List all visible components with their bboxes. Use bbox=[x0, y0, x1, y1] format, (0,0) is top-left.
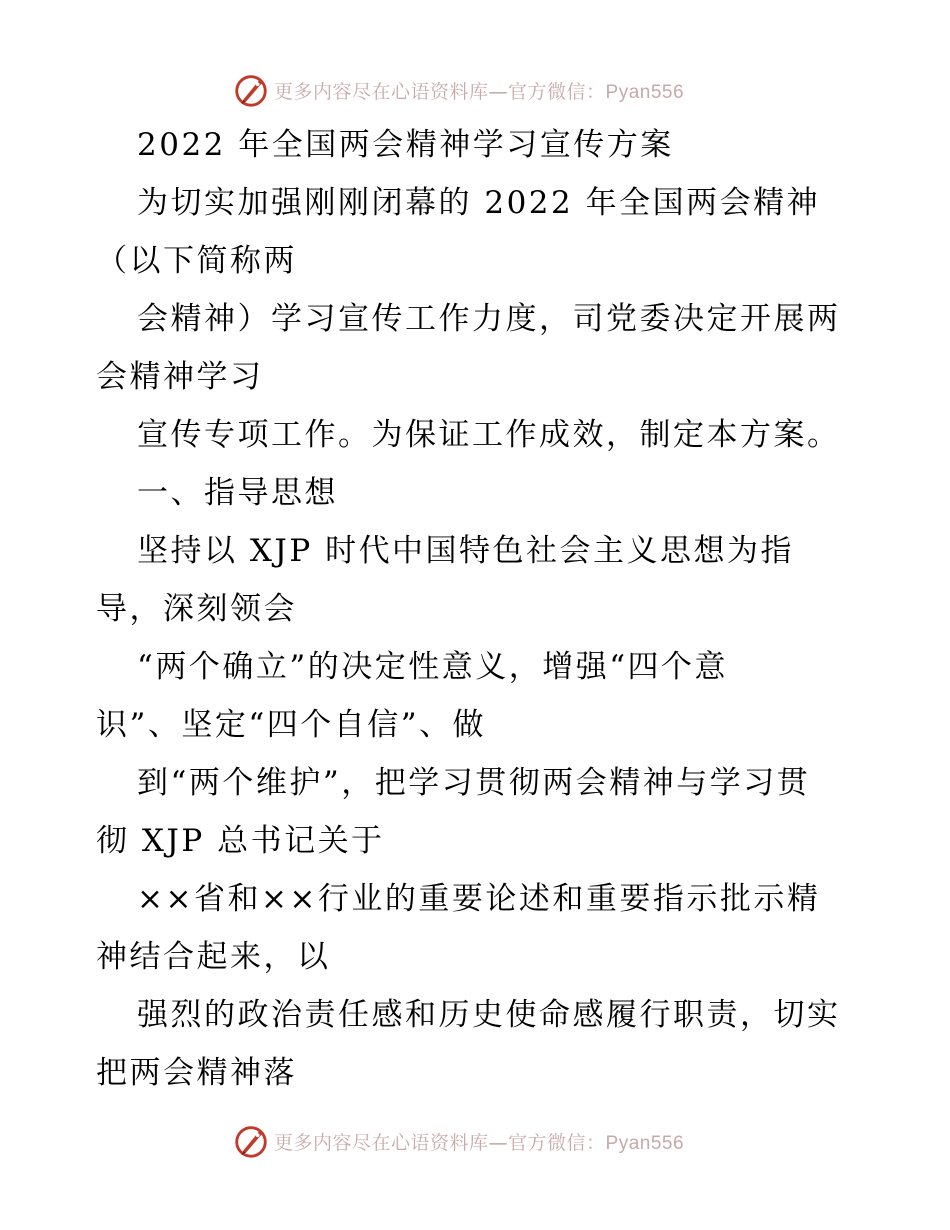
header-watermark bbox=[232, 70, 684, 110]
paragraph-line: 到“两个维护”，把学习贯彻两会精神与学习贯 bbox=[137, 765, 811, 801]
quill-pen-logo-icon bbox=[232, 1122, 270, 1160]
paragraph-line: 强烈的政治责任感和历史使命感履行职责，切实 bbox=[137, 997, 841, 1033]
section-heading: 一、指导思想 bbox=[137, 475, 338, 511]
paragraph-line: 识”、坚定“四个自信”、做 bbox=[96, 707, 487, 743]
paragraph-line: “两个确立”的决定性意义，增强“四个意 bbox=[137, 649, 729, 685]
paragraph-line: 会精神）学习宣传工作力度，司党委决定开展两 bbox=[137, 301, 841, 337]
paragraph-line: 会精神学习 bbox=[96, 359, 264, 395]
watermark-contact-text: 官方微信： bbox=[508, 80, 606, 103]
watermark-wechat-id: Pyan556 bbox=[605, 81, 685, 103]
document-title: 2022 年全国两会精神学习宣传方案 bbox=[137, 127, 674, 163]
paragraph-line: 坚持以 XJP 时代中国特色社会主义思想为指 bbox=[137, 533, 795, 569]
quill-pen-logo-icon bbox=[232, 71, 270, 109]
watermark-wechat-id: Pyan556 bbox=[605, 1132, 685, 1154]
watermark-text bbox=[274, 1128, 684, 1155]
paragraph-line: 彻 XJP 总书记关于 bbox=[96, 823, 385, 859]
watermark-site-text: 更多内容尽在心语资料库 bbox=[274, 1131, 489, 1154]
paragraph-line: ××省和××行业的重要论述和重要指示批示精 bbox=[137, 881, 821, 917]
watermark-contact-text: 官方微信： bbox=[508, 1131, 606, 1154]
watermark-site-text: 更多内容尽在心语资料库 bbox=[274, 80, 489, 103]
paragraph-line: 把两会精神落 bbox=[96, 1055, 297, 1091]
paragraph-line: 神结合起来，以 bbox=[96, 939, 331, 975]
watermark-text bbox=[274, 77, 684, 104]
footer-watermark bbox=[232, 1121, 684, 1161]
paragraph-line: （以下简称两 bbox=[96, 243, 297, 279]
watermark-dash: — bbox=[488, 80, 509, 103]
paragraph-line: 宣传专项工作。为保证工作成效，制定本方案。 bbox=[137, 417, 841, 453]
watermark-dash: — bbox=[488, 1131, 509, 1154]
paragraph-line: 为切实加强刚刚闭幕的 2022 年全国两会精神 bbox=[137, 185, 821, 221]
paragraph-line: 导，深刻领会 bbox=[96, 591, 297, 627]
